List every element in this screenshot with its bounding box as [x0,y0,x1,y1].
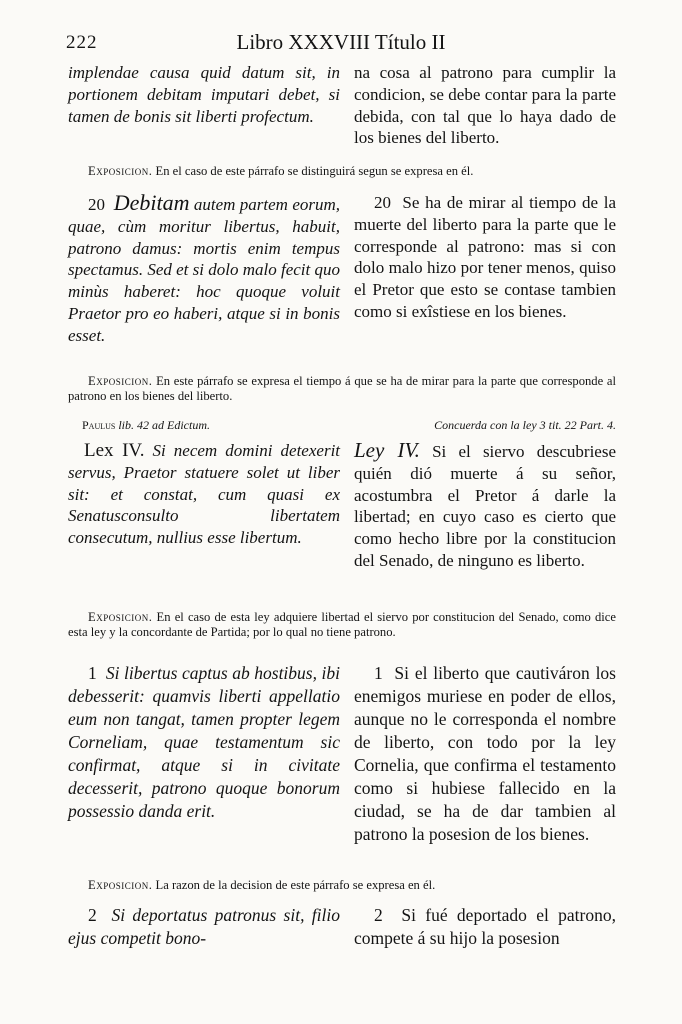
spanish-text [354,662,616,846]
exposicion-text: En el caso de esta ley adquiere libertad el siervo por constitucion del Senado, como dice esta ley y la concordante de Partida; por lo qual no tiene patrono. [68,610,616,639]
ley-heading: Ley IV. [354,438,420,462]
spanish-text [354,192,616,347]
spanish-text: na cosa al patrono para cumplir la condicion, se debe contar para la parte debida, con tal que lo haya dado de los bienes del liberto. [354,63,616,148]
lex-iv [68,440,616,572]
spanish-text [354,440,616,572]
paragraph-number: 20 [374,193,391,212]
exposicion-text: En este párrafo se expresa el tiempo á que se ha de mirar para la parte que corresponde al patrono en los bienes del liberto. [68,374,616,403]
latin-body: Si necem domini detexerit servus, Praetor statuere solet ut liber sit: et constat, cum quasi ex Senatusconsulto libertatem consecutum, nullius esse libertum. [68,441,341,548]
exposicion-note [68,374,616,404]
spanish-text [354,904,616,950]
exposicion-note [68,164,616,179]
exposicion-note [68,878,616,893]
paragraph-number: 1 [88,663,97,683]
exposicion-text: En el caso de este párrafo se distinguirá segun se expresa en él. [155,164,474,178]
latin-text [68,904,340,950]
latin-body: Si deportatus patronus sit, filio ejus competit bono- [68,905,341,948]
exposicion-note [68,610,616,640]
exposicion-label: Exposicion. [88,164,153,178]
exposicion-label: Exposicion. [88,610,153,624]
latin-text [68,440,340,572]
page-number: 222 [66,32,98,53]
paragraph-number: 20 [88,195,105,214]
spanish-body: Si el liberto que cautiváron los enemigos muriese en poder de ellos, aunque no le corresponda el nombre de liberto, con todo por la ley Cornelia, que confirma el testamento como si hubiese fallecido en la ciudad, se ha de dar tambien al patrono la posesion de los bienes. [354,663,616,844]
spanish-body: Se ha de mirar al tiempo de la muerte del liberto para la parte que le corresponde al patrono: mas si con dolo malo hizo por tener menos, quiso el Pretor que esto se contase tambien como si exîstiese en los bienes. [354,193,617,321]
source-notes [68,418,616,433]
exposicion-label: Exposicion. [88,878,153,892]
paragraph-1 [68,662,616,846]
exposicion-label: Exposicion. [88,374,153,388]
latin-text: implendae causa quid datum sit, in portionem debitam imputari debet, si tamen de bonis sit liberti profectum. [68,63,340,126]
latin-text [68,192,340,347]
source-reference: lib. 42 ad Edictum. [118,418,211,432]
concordance-note: Concuerda con la ley 3 tit. 22 Part. 4. [434,418,616,432]
exposicion-text: La razon de la decision de este párrafo se expresa en él. [155,878,436,892]
running-title: Libro XXXVIII Título II [236,30,446,54]
latin-body: autem partem eorum, quae, cùm moritur libertus, habuit, patrono damus: mortis enim tempus spectamus. Sed et si dolo malo fecit quo minùs haberet: hoc quoque voluit Praetor pro eo haberi, atque si in bonis esset. [68,195,341,345]
paragraph-number: 2 [88,905,97,925]
latin-text [68,662,340,846]
spanish-body: Si el siervo descubriese quién dió muerte á su señor, acostumbra el Pretor á darle la libertad; en cuyo caso es cierto que como hecho libre por la constitucion del Senado, de ninguno es liberto. [354,442,616,570]
spanish-body: Si fué deportado el patrono, compete á su hijo la posesion [354,905,616,948]
initial-word: Debitam [113,190,190,215]
source-author: Paulus [82,418,116,432]
page-header [0,30,682,58]
paragraph-20 [68,192,616,347]
paragraph-number: 2 [374,905,383,925]
paragraph-number: 1 [374,663,383,683]
passage-continuation [68,62,616,149]
latin-body: Si libertus captus ab hostibus, ibi debesserit: quamvis liberti appellatio eum non tangat, tamen propter legem Corneliam, quae testamentum sic confirmat, atque si in civitate decesserit, patrono quoque bonorum possessio danda erit. [68,663,340,821]
source-note-left [68,418,354,433]
lex-heading: Lex IV. [84,440,145,461]
paragraph-2 [68,904,616,950]
